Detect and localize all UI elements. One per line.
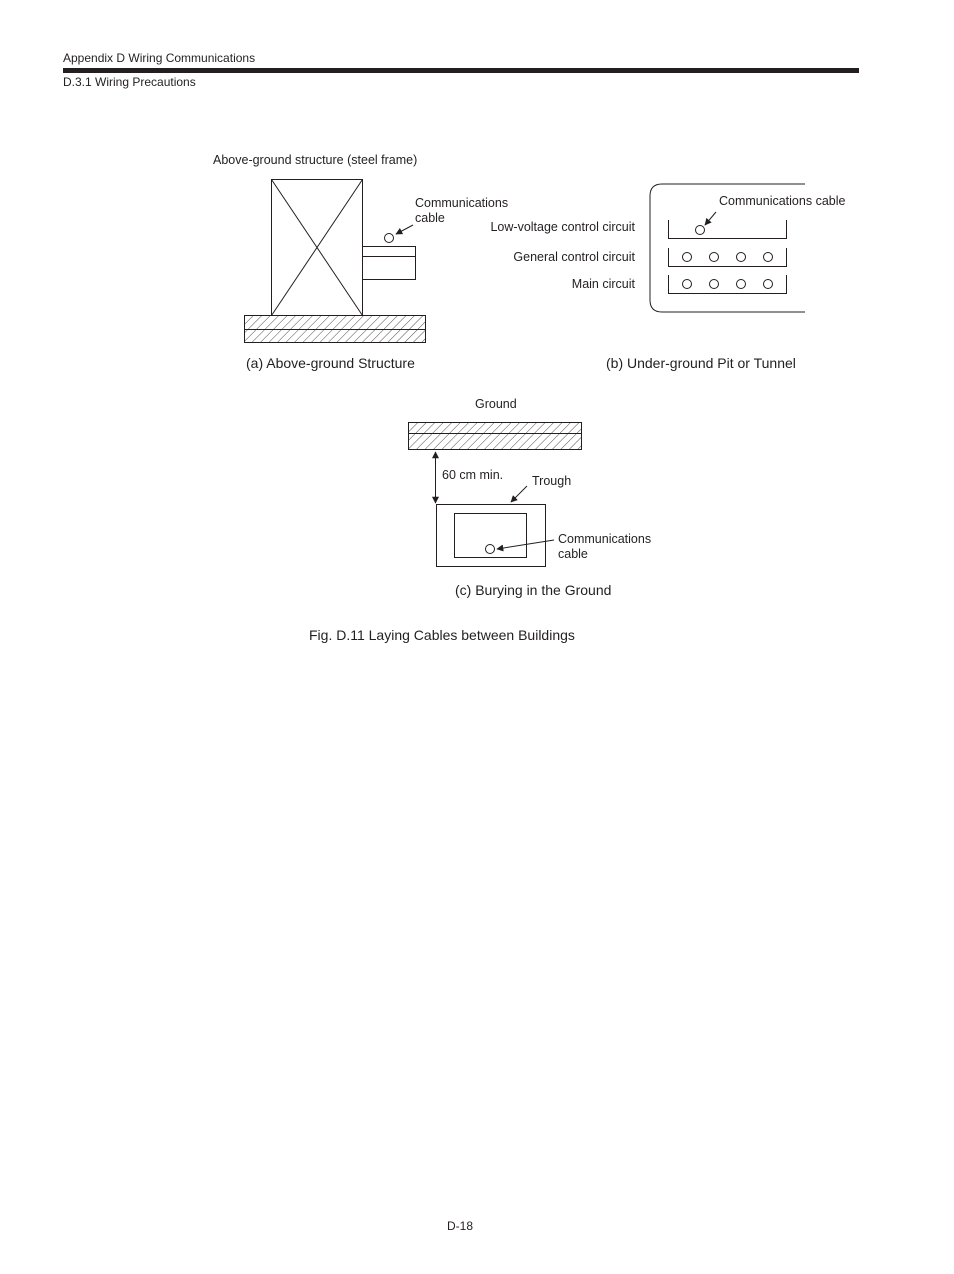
distance-label: 60 cm min. (442, 468, 504, 482)
cable-rack (363, 247, 416, 280)
panel-c-caption: (c) Burying in the Ground (455, 582, 612, 598)
panel-c-cable-label-2: cable (558, 547, 588, 561)
trough-label: Trough (532, 474, 572, 488)
panel-a-cable-label-1: Communications (415, 196, 509, 210)
panel-b-caption: (b) Under-ground Pit or Tunnel (606, 355, 796, 371)
panel-c-drawing (409, 423, 582, 567)
row-low-voltage-label: Low-voltage control circuit (490, 220, 635, 234)
section-title: D.3.1 Wiring Precautions (63, 75, 196, 89)
tray-main (669, 275, 787, 294)
page-number: D-18 (447, 1219, 474, 1233)
figure-caption: Fig. D.11 Laying Cables between Buildings (309, 627, 575, 643)
panel-a-title: Above-ground structure (steel frame) (213, 153, 418, 167)
ground-layer (409, 423, 582, 450)
tray-general (669, 248, 787, 267)
pointer-arrow-b (705, 212, 716, 225)
panel-a-caption: (a) Above-ground Structure (246, 355, 415, 371)
panel-a-drawing (245, 180, 426, 343)
ground-label: Ground (475, 397, 517, 411)
panel-b-cable-label: Communications cable (719, 194, 846, 208)
tray-low-voltage (669, 220, 787, 239)
communications-cable-a (385, 234, 394, 243)
panel-a-cable-label-2: cable (415, 211, 445, 225)
row-general-label: General control circuit (513, 250, 635, 264)
row-main-label: Main circuit (571, 277, 635, 291)
communications-cable-b (696, 226, 705, 235)
pointer-arrow-a (396, 225, 413, 234)
panel-c-cable-label-1: Communications (558, 532, 652, 546)
pointer-arrow-trough (511, 486, 527, 502)
trough-inner (455, 514, 527, 558)
chapter-title: Appendix D Wiring Communications (63, 51, 256, 65)
communications-cable-c (486, 545, 495, 554)
